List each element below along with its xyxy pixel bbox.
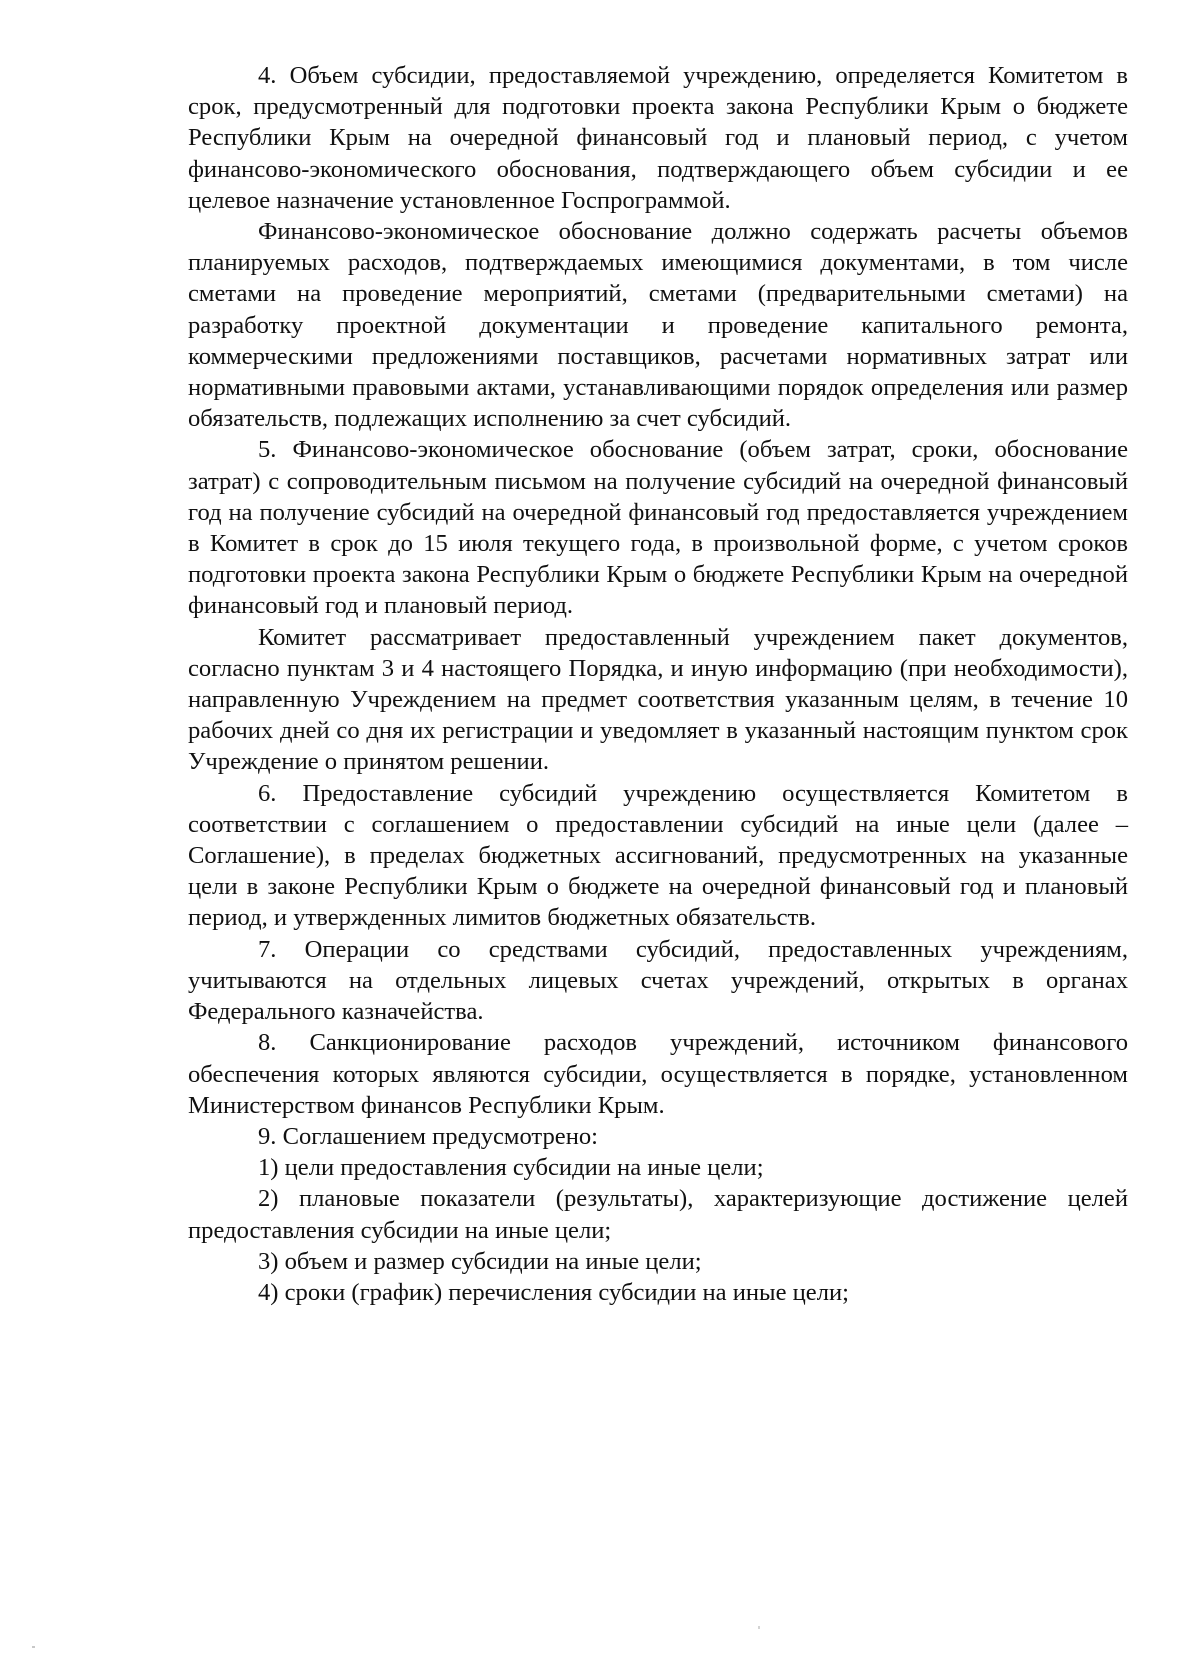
scan-speck (758, 1626, 760, 1629)
list-item-2-indicators: 2) плановые показатели (результаты), характеризующие достижение целей предоставления субсидии на иные цели; (188, 1185, 1128, 1244)
scan-speck (32, 1646, 35, 1648)
list-item-1-goals: 1) цели предоставления субсидии на иные цели; (258, 1154, 764, 1182)
paragraph-item-8-authorization: 8. Санкционирование расходов учреждений, источником финансового обеспечения которых являются субсидии, осуществляется в порядке, установленном Министерством финансов Республики Крым. (188, 1029, 1128, 1119)
paragraph-item-7-operations: 7. Операции со средствами субсидий, предоставленных учреждениям, учитываются на отдельных лицевых счетах учреждений, открытых в органах Федерального казначейства. (188, 935, 1128, 1026)
document-body (188, 60, 1128, 1308)
list-item-3-volume: 3) объем и размер субсидии на иные цели; (258, 1247, 702, 1275)
paragraph-financial-justification: Финансово-экономическое обоснование должно содержать расчеты объемов планируемых расходов, подтверждаемых имеющимися документами, в том числе сметами на проведение мероприятий, сметами (предварительными сметами) на разработку проектной документации и проведение капитального ремонта, коммерческими предложениями поставщиков, расчетами нормативных затрат или нормативными правовыми актами, устанавливающими порядок определения или размер обязательств, подлежащих исполнению за счет субсидий. (188, 218, 1128, 433)
paragraph-item-9-agreement-contents: 9. Соглашением предусмотрено: (258, 1122, 598, 1150)
list-item-4-schedule: 4) сроки (график) перечисления субсидии на иные цели; (258, 1278, 849, 1306)
paragraph-item-4-subsidy-volume: 4. Объем субсидии, предоставляемой учреждению, определяется Комитетом в срок, предусмотренный для подготовки проекта закона Республики Крым о бюджете Республики Крым на очередной финансовый год и плановый период, с учетом финансово-экономического обоснования, подтверждающего объем субсидии и ее целевое назначение установленное Госпрограммой. (188, 62, 1128, 214)
paragraph-item-6-agreement: 6. Предоставление субсидий учреждению осуществляется Комитетом в соответствии с соглашением о предоставлении субсидий на иные цели (далее – Соглашение), в пределах бюджетных ассигнований, предусмотренных на указанные цели в законе Республики Крым о бюджете на очередной финансовый год и плановый период, и утвержденных лимитов бюджетных обязательств. (188, 779, 1128, 932)
paragraph-committee-review: Комитет рассматривает предоставленный учреждением пакет документов, согласно пунктам 3 и 4 настоящего Порядка, и иную информацию (при необходимости), направленную Учреждением на предмет соответствия указанным целям, в течение 10 рабочих дней со дня их регистрации и уведомляет в указанный настоящим пунктом срок Учреждение о принятом решении. (188, 623, 1128, 776)
paragraph-item-5-submission: 5. Финансово-экономическое обоснование (объем затрат, сроки, обоснование затрат) с сопроводительным письмом на получение субсидий на очередной финансовый год на получение субсидий на очередной финансовый год предоставляется учреждением в Комитет в срок до 15 июля текущего года, в произвольной форме, с учетом сроков подготовки проекта закона Республики Крым о бюджете Республики Крым на очередной финансовый год и плановый период. (188, 436, 1128, 620)
